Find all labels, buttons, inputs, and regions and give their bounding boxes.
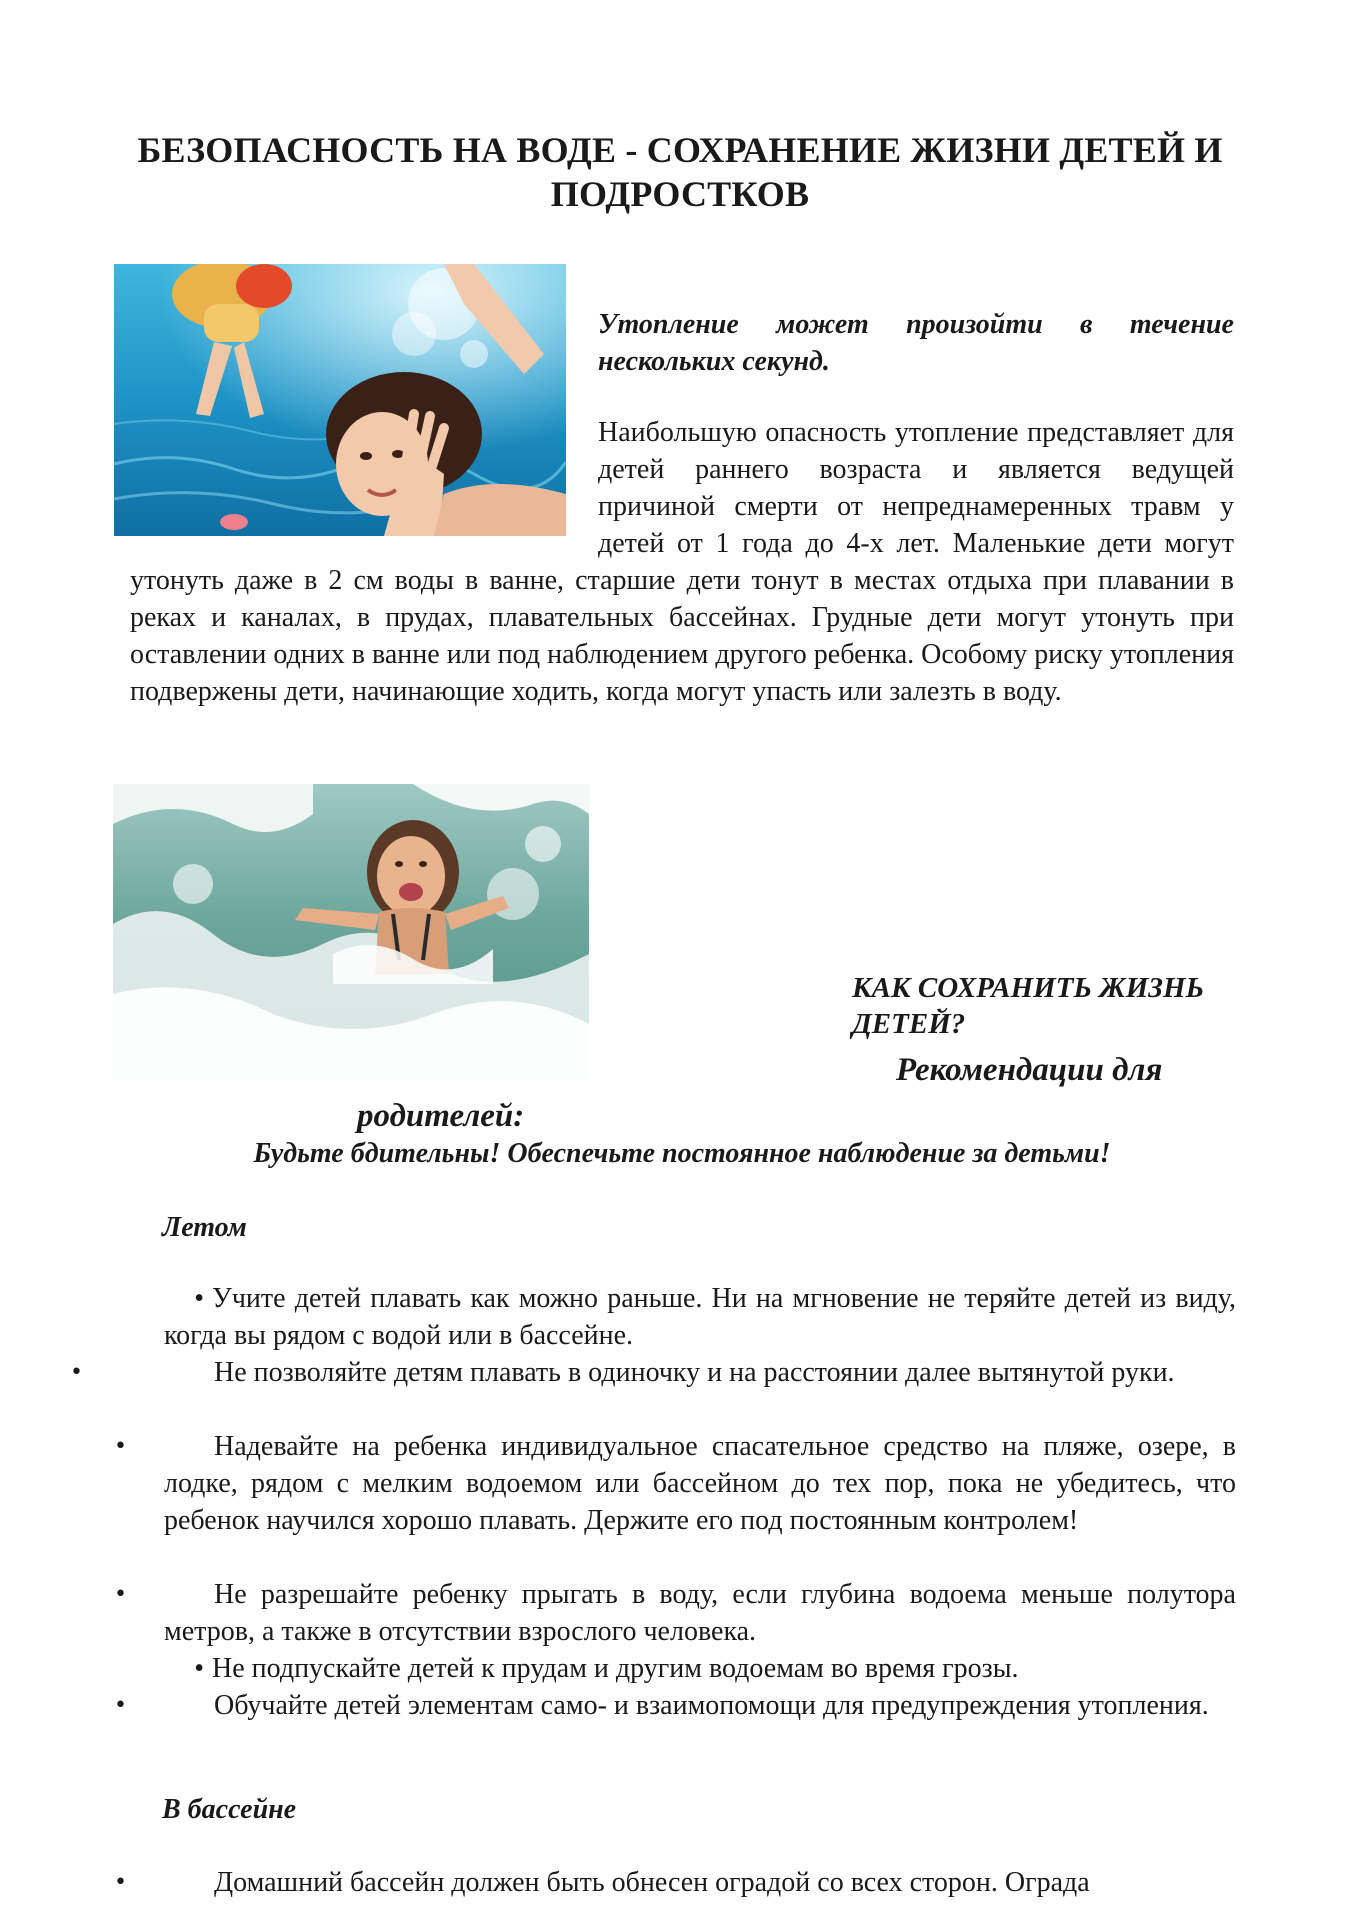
page-title: БЕЗОПАСНОСТЬ НА ВОДЕ - СОХРАНЕНИЕ ЖИЗНИ ДЕТЕЙ И ПОДРОСТКОВ (137, 130, 1223, 214)
section-heading-summer: Летом (162, 1212, 247, 1243)
list-item: Домашний бассейн должен быть обнесен оградой со всех сторон. Ограда (214, 1867, 1090, 1898)
list-item: Обучайте детей элементам само- и взаимопомощи для предупреждения утопления. (214, 1690, 1209, 1721)
list-item: Не разрешайте ребенку прыгать в воду, если глубина водоема меньше полутора метров, а также в отсутствии взрослого человека. (164, 1579, 1236, 1647)
photo-girl-in-waves (113, 784, 589, 1080)
list-item: Не позволяйте детям плавать в одиночку и на расстоянии далее вытянутой руки. (214, 1357, 1175, 1388)
bullet-marker: • (114, 1582, 127, 1607)
recommendations-heading-part1: Рекомендации для (896, 1052, 1163, 1088)
bullet-marker: • (70, 1360, 83, 1385)
list-item: Надевайте на ребенка индивидуальное спасательное средство на пляже, озере, в лодке, рядом с мелким водоемом или бассейном до тех пор, пока не убедитесь, что ребенок научился хорошо плавать. Держите его под постоянным контролем! (164, 1431, 1236, 1536)
bullet-marker: • (114, 1434, 127, 1459)
list-item: • Не подпускайте детей к прудам и другим водоемам во время грозы. (164, 1650, 1236, 1687)
section-heading-pool: В бассейне (162, 1794, 297, 1825)
recommendations-heading-part2: родителей: (357, 1098, 525, 1134)
image-float-gap (130, 414, 598, 562)
vigilance-statement: Будьте бдительны! Обеспечьте постоянное наблюдение за детьми! (253, 1138, 1111, 1169)
bullet-marker: • (114, 1870, 127, 1895)
list-item: • Учите детей плавать как можно раньше. Ни на мгновение не теряйте детей из виду, когда вы рядом с водой или в бассейне. (164, 1280, 1236, 1354)
lead-statement: Утопление может произойти в течение нескольких секунд. (598, 309, 1234, 377)
intro-text: Наибольшую опасность утопление представляет для детей раннего возраста и является ведущей причиной смерти от непреднамеренных травм у детей от 1 года до 4-х лет. Маленькие дети могут утонуть даже в 2 см воды в ванне, старшие дети тонут в местах отдыха при плавании в реках и каналах, в прудах, плавательных бассейнах. Грудные дети могут утонуть при оставлении одних в ванне или под наблюдением другого ребенка. Особому риску утопления подвержены дети, начинающие ходить, когда могут упасть или залезть в воду. (130, 417, 1234, 707)
bullet-marker: • (194, 1653, 204, 1684)
bullet-marker: • (114, 1693, 127, 1718)
how-to-save-heading: КАК СОХРАНИТЬ ЖИЗНЬ ДЕТЕЙ? (852, 972, 1204, 1040)
bullet-marker: • (194, 1283, 204, 1314)
intro-paragraph (130, 414, 1234, 710)
